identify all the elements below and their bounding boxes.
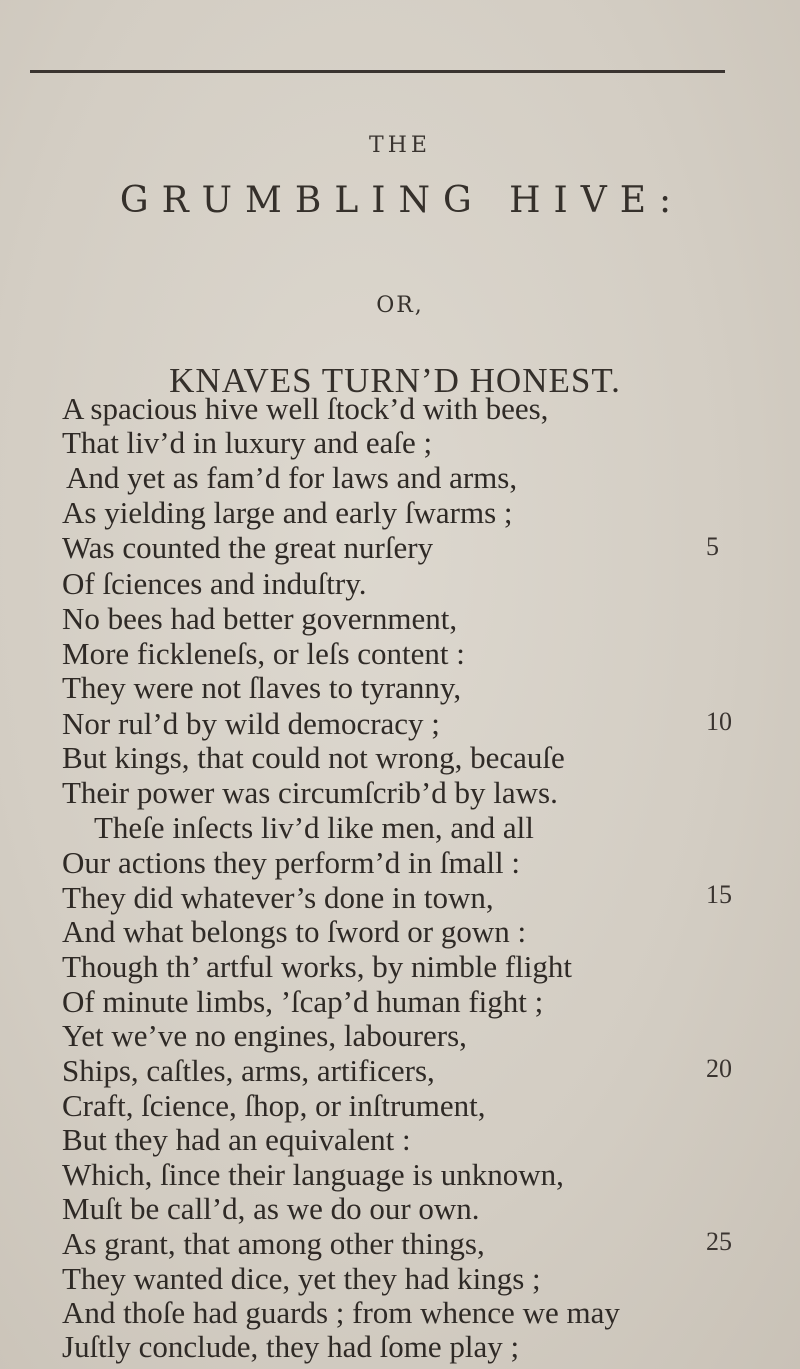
verse-line: Our actions they perform’d in ſmall : [62, 845, 520, 880]
verse-line: That liv’d in luxury and eaſe ; [62, 425, 433, 460]
verse-line: Though th’ artful works, by nimble flight [62, 949, 572, 984]
verse-line: Of minute limbs, ’ſcap’d human fight ; [62, 984, 544, 1019]
verse-line: And what belongs to ſword or gown : [62, 914, 527, 949]
line-number: 15 [706, 880, 732, 909]
verse-line: Nor rul’d by wild democracy ; [62, 706, 440, 741]
verse-line: They wanted dice, yet they had kings ; [62, 1261, 541, 1296]
verse-line: No bees had better government, [62, 601, 458, 636]
verse-line: And thoſe had guards ; from whence we may [62, 1295, 620, 1330]
verse-line: But they had an equivalent : [62, 1122, 411, 1157]
page-subtitle: KNAVES TURN’D HONEST. [169, 361, 621, 400]
verse-line: Yet we’ve no engines, labourers, [62, 1018, 467, 1053]
verse-line: Ships, caſtles, arms, artificers, [62, 1053, 435, 1088]
line-number: 20 [706, 1054, 732, 1083]
verse-line: And yet as fam’d for laws and arms, [66, 460, 518, 495]
verse-line: Which, ſince their language is unknown, [62, 1157, 564, 1192]
line-number: 10 [706, 707, 732, 736]
verse-line: Of ſciences and induſtry. [62, 566, 367, 601]
verse-line: As yielding large and early ſwarms ; [62, 495, 513, 530]
verse-line: Their power was circumſcrib’d by laws. [62, 775, 558, 810]
verse-line: A spacious hive well ſtock’d with bees, [62, 391, 549, 426]
verse-line: But kings, that could not wrong, becauſe [62, 740, 565, 775]
verse-line: As grant, that among other things, [62, 1226, 485, 1261]
title-kicker: THE [369, 133, 431, 158]
verse-line: They did whatever’s done in town, [62, 880, 494, 915]
verse-line: Muſt be call’d, as we do our own. [62, 1191, 480, 1226]
verse-line: Theſe inſects liv’d like men, and all [94, 810, 534, 845]
title-or: OR, [376, 293, 424, 318]
verse-line: Juſtly conclude, they had ſome play ; [62, 1329, 520, 1364]
verse-line: Craft, ſcience, ſhop, or inſtrument, [62, 1088, 486, 1123]
line-number: 25 [706, 1227, 732, 1256]
verse-line: They were not ſlaves to tyranny, [62, 670, 462, 705]
verse-line: More fickleneſs, or leſs content : [62, 636, 465, 671]
line-number: 5 [706, 532, 719, 561]
verse-line: Was counted the great nurſery [62, 530, 434, 565]
page-title: GRUMBLING HIVE: [119, 180, 685, 221]
